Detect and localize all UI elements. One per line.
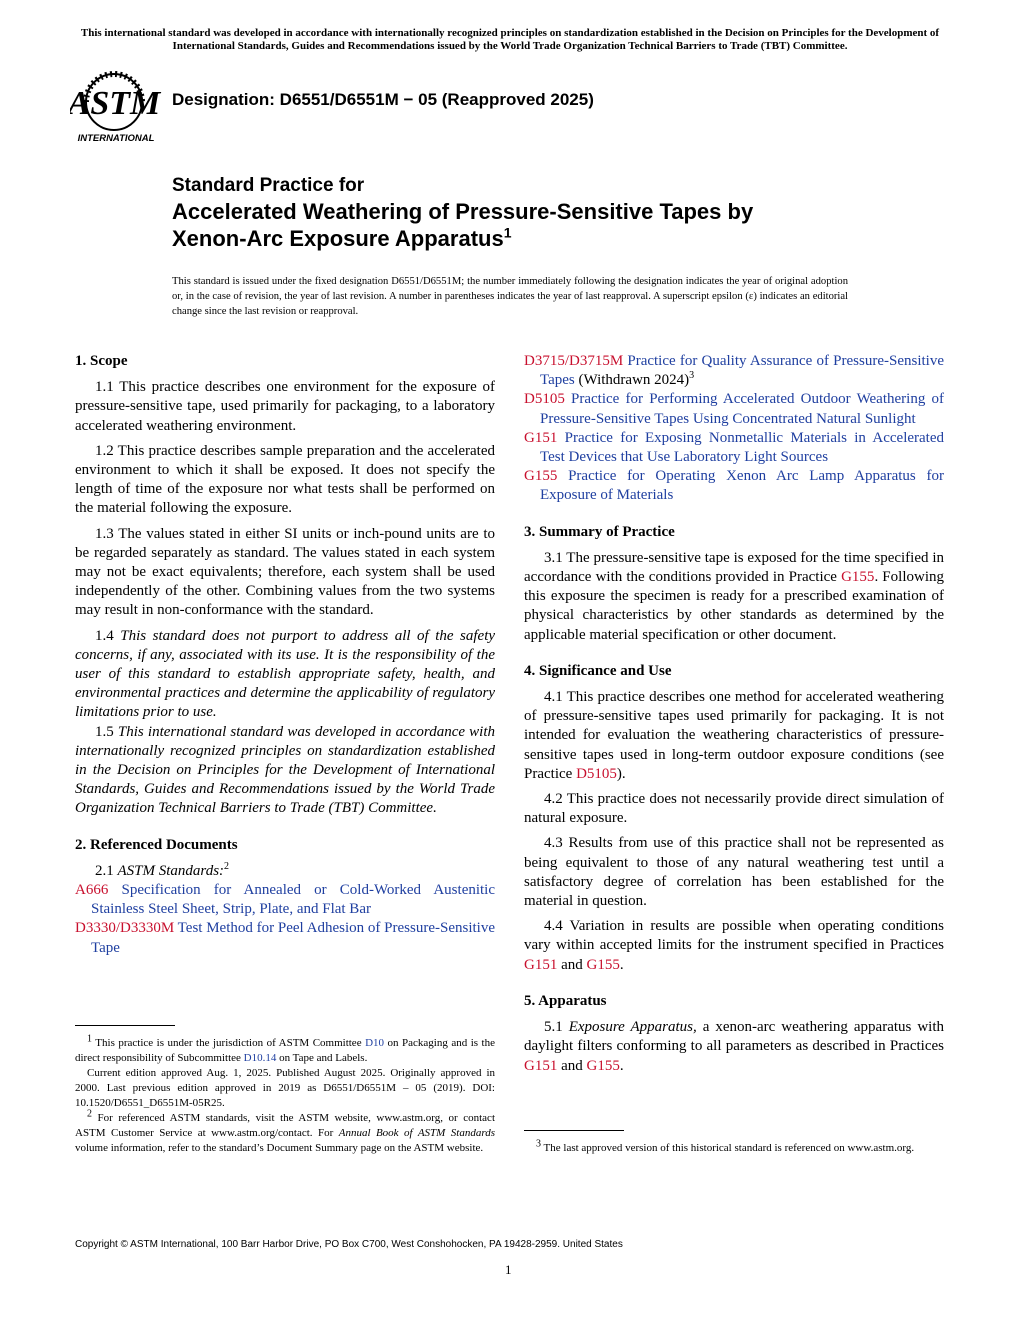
paragraph-4-3: 4.3 Results from use of this practice shall not be represented as being equivalent to those of any natural weathering test until a satisfactory degree of correlation has been established for the material in question. bbox=[524, 835, 944, 910]
reference-title-link[interactable]: Specification for Annealed or Cold-Worked Austenitic Stainless Steel Sheet, Strip, Plate, and Flat Bar bbox=[91, 882, 496, 918]
g155-link[interactable]: G155 bbox=[586, 956, 620, 973]
reference-title-link[interactable]: Practice for Quality Assurance of Pressure-Sensitive Tapes bbox=[540, 353, 945, 389]
footnote-divider-left bbox=[75, 1025, 175, 1026]
paragraph-4-4-text-2: . bbox=[619, 956, 624, 973]
paragraph-4-4-text: 4.4 Variation in results are possible when operating conditions vary within accepted limits for the instrument specified in Practices bbox=[524, 918, 944, 954]
footnote-2-emphasis: Annual Book of ASTM Standards bbox=[338, 1127, 495, 1139]
paragraph-3-1-text-2: . Following this exposure the specimen is ready for a prescribed examination of physical characteristics by other standards as determined by the applicable material specification or other document. bbox=[524, 569, 944, 643]
subcommittee-link[interactable]: D10.14 bbox=[243, 1052, 277, 1064]
left-column bbox=[75, 352, 495, 958]
section-heading-summary: 3. Summary of Practice bbox=[524, 523, 675, 540]
paragraph-3-1-text: 3.1 The pressure-sensitive tape is exposed for the time specified in accordance with the conditions provided in Practice bbox=[524, 549, 944, 586]
footnote-1-text-3: on Tape and Labels. bbox=[276, 1052, 368, 1064]
paragraph-5-1-text: a xenon-arc weathering apparatus with daylight filters conforming to all parameters as described in Practices bbox=[524, 1019, 944, 1055]
designation: Designation: D6551/D6551M − 05 (Reapproved 2025) bbox=[172, 90, 594, 109]
logo-caption: INTERNATIONAL bbox=[77, 133, 155, 144]
top-notice: This international standard was developed in accordance with internationally recognized principles on standardization established in the Decision on Principles for the Development of International Standards, Guides and Recommendations issued by the World Trade Organization Technical Barriers to Trade (TBT) Committee. bbox=[80, 27, 940, 52]
reference-item bbox=[524, 352, 944, 390]
paragraph-1-4-text: This standard does not purport to address all of the safety concerns, if any, associated with its use. It is the responsibility of the user of this standard to establish appropriate safety, health, and environmental practices and determine the applicability of regulatory limitations prior to use. bbox=[75, 627, 496, 721]
g151-link[interactable]: G151 bbox=[524, 956, 558, 973]
g155-link[interactable]: G155 bbox=[841, 569, 875, 586]
paragraph-1-5-number: 1.5 bbox=[95, 723, 114, 740]
reference-footnote-mark: 3 bbox=[689, 370, 695, 382]
paragraph-4-1-text-2: ). bbox=[616, 765, 626, 782]
paragraph-4-4-and: and bbox=[557, 956, 587, 973]
logo-letters: ASTM bbox=[70, 85, 161, 122]
footnote-1-text: This practice is under the jurisdiction of ASTM Committee bbox=[92, 1037, 366, 1049]
reference-item bbox=[524, 429, 944, 467]
reference-title-link[interactable]: Test Method for Peel Adhesion of Pressure-Sensitive Tape bbox=[91, 920, 495, 956]
paragraph-1-1: 1.1 This practice describes one environment for the exposure of pressure-sensitive tape, used primarily for packaging, to a laboratory accelerated weathering environment. bbox=[75, 379, 495, 434]
footnote-2 bbox=[75, 1108, 495, 1156]
astm-logo-mark bbox=[70, 68, 162, 146]
footnote-divider-right bbox=[524, 1130, 624, 1131]
paragraph-1-5 bbox=[75, 723, 495, 819]
document-title bbox=[172, 174, 932, 252]
title-line-3-text: Xenon-Arc Exposure Apparatus bbox=[172, 226, 504, 251]
paragraph-1-4-number: 1.4 bbox=[95, 627, 114, 644]
footnote-1-mark: 1 bbox=[87, 1033, 92, 1045]
footnotes-left bbox=[75, 1033, 495, 1156]
issuance-note: This standard is issued under the fixed designation D6551/D6551M; the number immediately following the designation indicates the year of original adoption or, in the case of revision, the year of last revision. A number in parentheses indicates the year of last reapproval. A superscript epsilon (ε) indicates an editorial change since the last revision or reapproval. bbox=[172, 276, 848, 317]
astm-standards-label bbox=[75, 862, 495, 881]
reference-title-link[interactable]: Practice for Exposing Nonmetallic Materials in Accelerated Test Devices that Use Laboratory Light Sources bbox=[540, 429, 944, 466]
reference-item bbox=[75, 919, 495, 957]
reference-code-link[interactable]: D3715/D3715M bbox=[524, 353, 624, 369]
footnote-3-text: The last approved version of this historical standard is referenced on www.astm.org. bbox=[541, 1142, 915, 1154]
d5105-link[interactable]: D5105 bbox=[576, 765, 617, 782]
footnote-2-mark: 2 bbox=[87, 1108, 92, 1120]
reference-item bbox=[524, 390, 944, 428]
reference-code-link[interactable]: D5105 bbox=[524, 391, 565, 408]
reference-code-link[interactable]: A666 bbox=[75, 882, 109, 899]
section-heading-referenced-documents: 2. Referenced Documents bbox=[75, 836, 238, 853]
footnote-1 bbox=[75, 1033, 495, 1066]
section-heading-significance: 4. Significance and Use bbox=[524, 662, 672, 679]
paragraph-1-3: 1.3 The values stated in either SI units or inch-pound units are to be regarded separately as standard. The values stated in each system may not be exact equivalents; therefore, each system shall be used independently of the other. Combining values from the two systems may result in non-conformance with the standard. bbox=[75, 525, 495, 619]
paragraph-4-1-text: 4.1 This practice describes one method for accelerated weathering of pressure-sensitive tapes used primarily for packaging. It is not intended for evaluation the weathering characteristics of pressure-sensitive tapes used in long-term outdoor exposure conditions (see Practice bbox=[524, 689, 944, 782]
title-line-3 bbox=[172, 225, 932, 252]
right-column bbox=[524, 352, 944, 1082]
footnote-2-text-2: volume information, refer to the standard’s Document Summary page on the ASTM website. bbox=[75, 1142, 484, 1154]
reference-note: (Withdrawn 2024) bbox=[574, 372, 690, 389]
paragraph-3-1 bbox=[524, 549, 944, 645]
reference-code-link[interactable]: G151 bbox=[524, 429, 558, 446]
title-line-1: Standard Practice for bbox=[172, 175, 365, 196]
astm-standards-text: ASTM Standards: bbox=[117, 862, 225, 879]
reference-code-link[interactable]: G155 bbox=[524, 468, 558, 485]
g155-link[interactable]: G155 bbox=[586, 1057, 620, 1074]
footnote-3 bbox=[524, 1138, 944, 1156]
paragraph-4-2: 4.2 This practice does not necessarily provide direct simulation of natural exposure. bbox=[524, 791, 944, 827]
committee-link[interactable]: D10 bbox=[365, 1037, 385, 1049]
copyright-notice: Copyright © ASTM International, 100 Barr Harbor Drive, PO Box C700, West Conshohocken, PA 19428-2959. United States bbox=[75, 1239, 623, 1250]
astm-standards-footnote-mark: 2 bbox=[224, 860, 230, 872]
reference-title-link[interactable]: Practice for Operating Xenon Arc Lamp Apparatus for Exposure of Materials bbox=[540, 468, 945, 504]
section-heading-scope: 1. Scope bbox=[75, 353, 128, 369]
title-footnote-mark: 1 bbox=[503, 224, 512, 241]
reference-item bbox=[524, 467, 944, 505]
astm-international-logo bbox=[70, 68, 162, 146]
page-number: 1 bbox=[505, 1262, 512, 1277]
g151-link[interactable]: G151 bbox=[524, 1057, 558, 1074]
reference-item bbox=[75, 881, 495, 919]
footnote-3-mark: 3 bbox=[536, 1138, 541, 1150]
footnote-2-text: For referenced ASTM standards, visit the ASTM website, www.astm.org, or contact ASTM Customer Service at www.astm.org/contact. For bbox=[75, 1112, 495, 1139]
paragraph-5-1-emphasis: Exposure Apparatus, bbox=[568, 1019, 697, 1036]
paragraph-1-5-text: This international standard was developed in accordance with internationally recognized principles on standardization established in the Decision on Principles for the Development of International Standards, Guides and Recommendations issued by the World Trade Organization Technical Barriers to Trade (TBT) Committee. bbox=[75, 723, 495, 817]
reference-code-link[interactable]: D3330/D3330M bbox=[75, 920, 175, 937]
section-heading-apparatus: 5. Apparatus bbox=[524, 992, 607, 1009]
paragraph-5-1-text-2: . bbox=[619, 1057, 624, 1074]
footnote-1-text-2: on Packaging and is the direct responsibility of Subcommittee bbox=[75, 1037, 495, 1064]
paragraph-5-1-number: 5.1 bbox=[544, 1019, 569, 1036]
paragraph-5-1-and: and bbox=[557, 1057, 587, 1074]
title-line-2: Accelerated Weathering of Pressure-Sensitive Tapes by bbox=[172, 199, 754, 224]
paragraph-5-1 bbox=[524, 1018, 944, 1076]
footnotes-right bbox=[524, 1138, 944, 1156]
paragraph-4-4 bbox=[524, 917, 944, 975]
paragraph-4-1 bbox=[524, 688, 944, 784]
reference-title-link[interactable]: Practice for Performing Accelerated Outdoor Weathering of Pressure-Sensitive Tapes Using Concentrated Natural Sunlight bbox=[540, 391, 945, 427]
astm-standards-number: 2.1 bbox=[95, 862, 114, 879]
paragraph-1-4 bbox=[75, 627, 495, 723]
paragraph-1-2: 1.2 This practice describes sample preparation and the accelerated environment to which it shall be exposed. It does not specify the length of time of the exposure nor what tests shall be performed on the material following the exposure. bbox=[75, 442, 495, 517]
footnote-edition: Current edition approved Aug. 1, 2025. Published August 2025. Originally approved in 2000. Last previous edition approved in 2019 as D6551/D6551M – 05 (2019). DOI: 10.1520/D6551_D6551M-05R25. bbox=[75, 1067, 495, 1109]
